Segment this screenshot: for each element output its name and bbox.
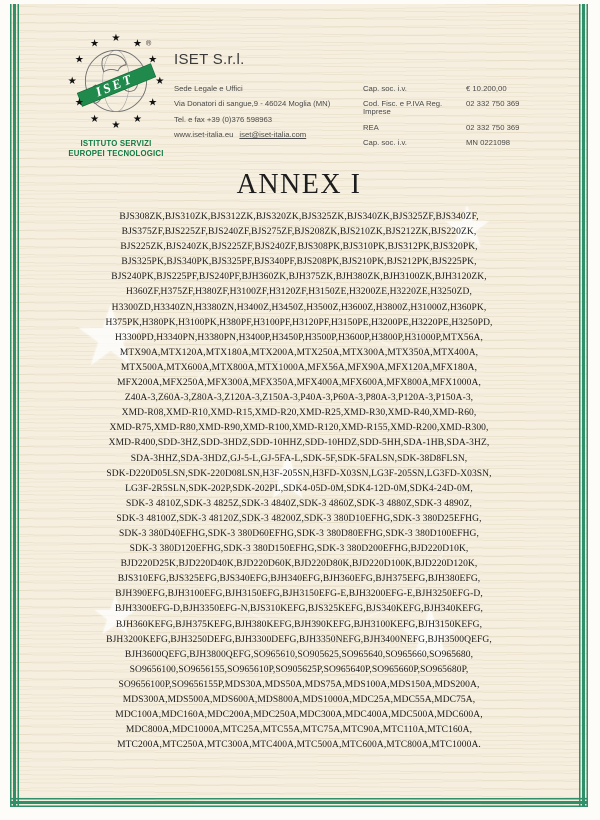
product-code-line: XMD-R08,XMD-R10,XMD-R15,XMD-R20,XMD-R25,XMD-R30,XMD-R40,XMD-R60, [121, 408, 477, 419]
product-code-line: MTX90A,MTX120A,MTX180A,MTX200A,MTX250A,MTX300A,MTX350A,MTX400A, [119, 347, 479, 358]
watermark-star: ★ [259, 440, 317, 512]
watermark-star: ★ [441, 195, 493, 260]
product-code-line: SDK-3 380D40EFHG,SDK-3 380D60EFHG,SDK-3 380D80EFHG,SDK-3 380D100EFHG, [119, 528, 479, 539]
iset-logo [65, 30, 167, 136]
product-code-line: SDK-3 4810Z,SDK-3 4825Z,SDK-3 4840Z,SDK-3 4860Z,SDK-3 4880Z,SDK-3 4890Z, [125, 498, 473, 509]
product-code-line: SDA-3HHZ,SDA-3HDZ,GJ-5-L,GJ-5FA-L,SDK-5F,SDK-5FALSN,SDK-38D8FLSN, [130, 453, 468, 464]
company-web-row [174, 131, 359, 139]
product-code-line: XMD-R400,SDD-3HZ,SDD-3HDZ,SDD-10HHZ,SDD-10HDZ,SDD-5HH,SDA-1HB,SDA-3HZ, [108, 438, 490, 449]
logo-star-icon: ★ [67, 76, 77, 88]
logo-block [55, 30, 177, 158]
product-code-line: MFX200A,MFX250A,MFX300A,MFX350A,MFX400A,MFX600A,MFX800A,MFX1000A, [117, 378, 481, 389]
product-code-line: BJH390EFG,BJH3100EFG,BJH3150EFG,BJH3150EFG-E,BJH3200EFG-E,BJH3250EFG-D, [115, 589, 483, 600]
product-code-line: MDS300A,MDS500A,MDS600A,MDS800A,MDS1000A,MDC25A,MDC55A,MDC75A, [122, 695, 476, 705]
logo-star-icon: ★ [111, 119, 121, 131]
logo-star-icon: ★ [74, 54, 84, 66]
product-code-line: H3300ZD,H3340ZN,H3380ZN,H3400Z,H3450Z,H3500Z,H3600Z,H3800Z,H31000Z,H360PK, [111, 302, 487, 313]
company-address-label: Sede Legale e Uffici [174, 84, 243, 93]
company-name: ISET S.r.l. [174, 51, 245, 68]
product-code-line: BJH360KEFG,BJH375KEFG,BJH380KEFG,BJH390KEFG,BJH3100KEFG,BJH3150KEFG, [115, 619, 483, 630]
product-code-line: BJH3200KEFG,BJH3250DEFG,BJH3300DEFG,BJH3350NEFG,BJH3400NEFG,BJH3500QEFG, [106, 634, 492, 645]
company-phone: Tel. e fax +39 (0)376 598963 [174, 114, 273, 124]
product-code-line: BJS325PK,BJS340PK,BJS325PF,BJS340PF,BJS208PK,BJS210PK,BJS212PK,BJS225PK, [121, 257, 477, 268]
product-code-line: H360ZF,H375ZF,H380ZF,H3100ZF,H3120ZF,H3150ZE,H3200ZE,H3220ZE,H3250ZD, [126, 287, 472, 298]
border-band-left [10, 4, 19, 807]
institute-name-line2: EUROPEI TECNOLOGICI [68, 148, 164, 158]
product-code-line: BJS375ZF,BJS225ZF,BJS240ZF,BJS275ZF,BJS208ZK,BJS210ZK,BJS212ZK,BJS220ZK, [121, 227, 477, 238]
product-code-line: BJS308ZK,BJS310ZK,BJS312ZK,BJS320ZK,BJS325ZK,BJS340ZK,BJS325ZF,BJS340ZF, [119, 212, 479, 222]
registry-label: Cod. Fisc. e P.IVA Reg. Imprese [363, 99, 443, 117]
company-address: Via Donatori di sangue,9 - 46024 Moglia (MN) [174, 99, 331, 109]
registry-row [363, 85, 573, 93]
logo-star-icon: ★ [132, 38, 142, 50]
logo-star-icon: ★ [155, 76, 165, 88]
email-link[interactable]: iset@iset-italia.com [239, 129, 307, 139]
product-code-line: MTC200A,MTC250A,MTC300A,MTC400A,MTC500A,MTC600A,MTC800A,MTC1000A. [117, 740, 481, 751]
institute-name [55, 139, 177, 158]
registry-value: MN 0221098 [466, 137, 511, 147]
product-code-line: SO9656100,SO9656155,SO965610P,SO905625P,SO965640P,SO965660P,SO965680P, [129, 664, 469, 675]
product-code-line: MDC100A,MDC160A,MDC200A,MDC250A,MDC300A,MDC400A,MDC500A,MDC600A, [115, 710, 483, 721]
product-code-line: SDK-D220D05LSN,SDK-220D08LSN,H3F-205SN,H3FD-X03SN,LG3F-205SN,LG3FD-X03SN, [106, 468, 492, 479]
registry-value: 02 332 750 369 [466, 99, 520, 109]
product-code-line: BJH3600QEFG,BJH3800QEFG,SO965610,SO905625,SO965640,SO965660,SO965680, [124, 649, 474, 660]
watermark-star: ★ [91, 586, 140, 646]
registry-row [363, 124, 573, 132]
website-link[interactable]: www.iset-italia.eu [174, 129, 234, 139]
certificate-sheet [11, 4, 587, 807]
registry-row [363, 139, 573, 147]
product-code-line: XMD-R75,XMD-R80,XMD-R90,XMD-R100,XMD-R120,XMD-R155,XMD-R200,XMD-R300, [109, 423, 489, 434]
logo-star-icon: ★ [74, 97, 84, 109]
registry-block [363, 85, 573, 154]
product-code-list [84, 210, 514, 753]
registry-label: REA [363, 122, 379, 132]
page-title: ANNEX I [236, 169, 362, 200]
logo-star-icon: ★ [90, 38, 100, 50]
logo-banner-text: ISET [93, 70, 136, 100]
logo-star-icon: ★ [148, 54, 158, 66]
product-code-line: BJS310EFG,BJS325EFG,BJS340EFG,BJH340EFG,BJH360EFG,BJH375EFG,BJH380EFG, [117, 574, 481, 585]
product-code-line: BJH3300EFG-D,BJH3350EFG-N,BJS310KEFG,BJS325KEFG,BJS340KEFG,BJH340KEFG, [114, 604, 484, 615]
product-code-line: SO9656100P,SO9656155P,MDS30A,MDS50A,MDS75A,MDS100A,MDS150A,MDS200A, [118, 679, 480, 690]
registry-label: Cap. soc. i.v. [363, 137, 407, 147]
product-code-line: H3300PD,H3340PN,H3380PN,H3400P,H3450P,H3500P,H3600P,H3800P,H31000P,MTX56A, [115, 332, 483, 343]
product-code-line: BJS225ZK,BJS240ZK,BJS225ZF,BJS240ZF,BJS308PK,BJS310PK,BJS312PK,BJS320PK, [120, 242, 478, 253]
registry-value: € 10.200,00 [466, 84, 507, 93]
company-block [174, 51, 359, 146]
logo-star-icon: ★ [148, 97, 158, 109]
product-code-line: BJS240PK,BJS225PF,BJS240PF,BJH360ZK,BJH375ZK,BJH380ZK,BJH3100ZK,BJH3120ZK, [111, 272, 487, 283]
product-code-line: Z40A-3,Z60A-3,Z80A-3,Z120A-3,Z150A-3,P40A-3,P60A-3,P80A-3,P120A-3,P150A-3, [124, 393, 474, 404]
logo-star-icon: ★ [111, 33, 121, 45]
logo-star-icon: ★ [132, 113, 142, 125]
registry-label: Cap. soc. i.v. [363, 84, 407, 93]
registry-row [363, 100, 573, 116]
border-band-bottom [10, 798, 588, 807]
logo-star-icon: ★ [90, 113, 100, 125]
watermark-star: ★ [396, 594, 465, 679]
product-code-line: MTX500A,MTX600A,MTX800A,MTX1000A,MFX56A,MFX90A,MFX120A,MFX180A, [120, 362, 478, 373]
watermark-star: ★ [73, 289, 149, 383]
product-code-line: MDC800A,MDC1000A,MTC25A,MTC55A,MTC75A,MTC90A,MTC110A,MTC160A, [125, 725, 473, 736]
institute-name-line1: ISTITUTO SERVIZI [80, 139, 152, 148]
registered-trademark-icon: ® [146, 39, 152, 48]
product-code-line: H375PK,H380PK,H3100PK,H380PF,H3100PF,H3120PF,H3150PE,H3200PE,H3220PE,H3250PD, [105, 317, 493, 328]
border-band-right [579, 4, 588, 807]
product-code-line: BJD220D25K,BJD220D40K,BJD220D60K,BJD220D80K,BJD220D100K,BJD220D120K, [120, 559, 478, 570]
product-code-line: LG3F-2R5SLN,SDK-202P,SDK-202PL,SDK4-05D-0M,SDK4-12D-0M,SDK4-24D-0M, [125, 483, 473, 494]
product-code-line: SDK-3 380D120EFHG,SDK-3 380D150EFHG,SDK-3 380D200EFHG,BJD220D10K, [129, 544, 469, 555]
product-code-line: SDK-3 48100Z,SDK-3 48120Z,SDK-3 48200Z,SDK-3 380D10EFHG,SDK-3 380D25EFHG, [116, 513, 482, 524]
registry-value: 02 332 750 369 [466, 122, 520, 132]
